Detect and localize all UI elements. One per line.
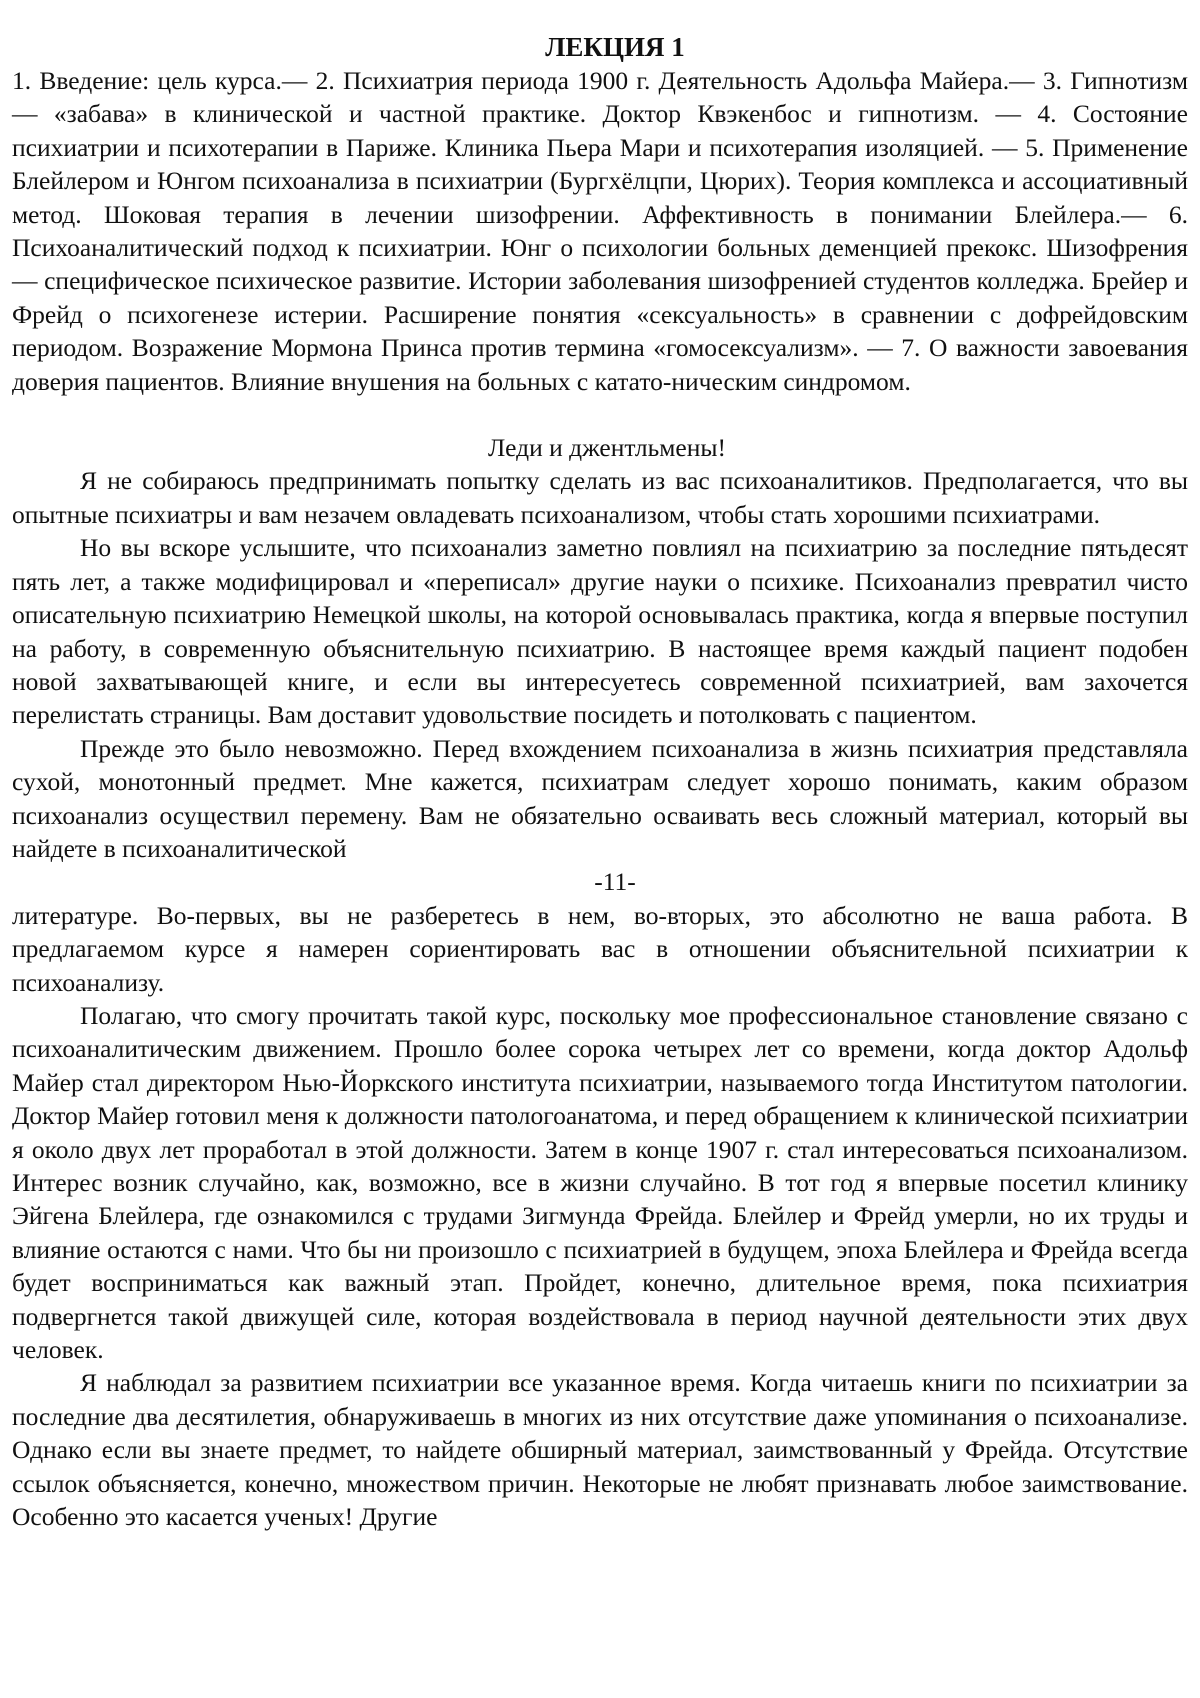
paragraph-continuation: литературе. Во-первых, вы не разберетесь в нем, во-вторых, это абсолютно не ваша работа. В предлагаемом курсе я намерен сориентировать вас в отношении объяснительной психиатрии к психоанализу. [12, 900, 1188, 997]
paragraph: Я наблюдал за развитием психиатрии все указанное время. Когда читаешь книги по психиатрии за последние два десятилетия, обнаруживаешь в многих из них отсутствие даже упоминания о психоанализе. Однако если вы знаете предмет, то найдете обширный материал, заимствованный у Фрейда. Отсутствие ссылок объясняется, конечно, множеством причин. Некоторые не любят признавать любое заимствование. Особенно это касается ученых! Другие [12, 1368, 1188, 1532]
paragraph: Полагаю, что смогу прочитать такой курс, поскольку мое профессиональное становление связано с психоаналитическим движением. Прошло более сорока четырех лет со времени, когда доктор Адольф Майер стал директором Нью-Йоркского института психиатрии, называемого тогда Институтом патологии. Доктор Майер готовил меня к должности патологоанатома, и перед обращением к клинической психиатрии я около двух лет проработал в этой должности. Затем в конце 1907 г. стал интересоваться психоанализом. Интерес возник случайно, как, возможно, все в жизни случайно. В тот год я впервые посетил клинику Эйгена Блейлера, где ознакомился с трудами Зигмунда Фрейда. Блейлер и Фрейд умерли, но их труды и влияние остаются с нами. Что бы ни произошло с психиатрией в будущем, эпоха Блейлера и Фрейда всегда будет восприниматься как важный этап. Пройдет, конечно, длительное время, пока психиатрия подвергнется такой движущей силе, которая воздействовала в период научной деятельности этих двух человек. [12, 1000, 1188, 1365]
paragraph: Я не собираюсь предпринимать попытку сделать из вас психоаналитиков. Предполагается, что вы опытные психиатры и вам незачем овладевать психоанализом, чтобы стать хорошими психиатрами. [12, 466, 1188, 529]
document-page [12, 30, 1188, 1533]
lecture-summary: 1. Введение: цель курса.— 2. Психиатрия периода 1900 г. Деятельность Адольфа Майера.— 3. Гипнотизм — «забава» в клинической и частной практике. Доктор Квэкенбос и гипнотизм. — 4. Состояние психиатрии и психотерапии в Париже. Клиника Пьера Мари и психотерапия изоляцией. — 5. Применение Блейлером и Юнгом психоанализа в психиатрии (Бургхёлцпи, Цюрих). Теория комплекса и ассоциативный метод. Шоковая терапия в лечении шизофрении. Аффективность в понимании Блейлера.— 6. Психоаналитический подход к психиатрии. Юнг о психологии больных деменцией прекокс. Шизофрения — специфическое психическое развитие. Истории заболевания шизофренией студентов колледжа. Брейер и Фрейд о психогенезе истерии. Расширение понятия «сексуальность» в сравнении с дофрейдовским периодом. Возражение Мормона Принса против термина «гомосексуализм». — 7. О важности завоевания доверия пациентов. Влияние внушения на больных с катато-ническим синдромом. [12, 66, 1188, 396]
page-number: -11- [594, 867, 636, 897]
greeting: Леди и джентльмены! [488, 433, 726, 463]
paragraph: Прежде это было невозможно. Перед вхождением психоанализа в жизнь психиатрия представляла сухой, монотонный предмет. Мне кажется, психиатрам следует хорошо понимать, каким образом психоанализ осуществил перемену. Вам не обязательно осваивать весь сложный материал, который вы найдете в психоаналитической [12, 733, 1188, 863]
lecture-title: ЛЕКЦИЯ 1 [545, 32, 685, 62]
paragraph: Но вы вскоре услышите, что психоанализ заметно повлиял на психиатрию за последние пятьдесят пять лет, а также модифицировал и «переписал» другие науки о психике. Психоанализ превратил чисто описательную психиатрию Немецкой школы, на которой основывалась практика, когда я впервые поступил на работу, в современную объяснительную психиатрию. В настоящее время каждый пациент подобен новой захватывающей книге, и если вы интересуетесь современной психиатрией, вам захочется перелистать страницы. Вам доставит удовольствие посидеть и потолковать с пациентом. [12, 533, 1188, 730]
